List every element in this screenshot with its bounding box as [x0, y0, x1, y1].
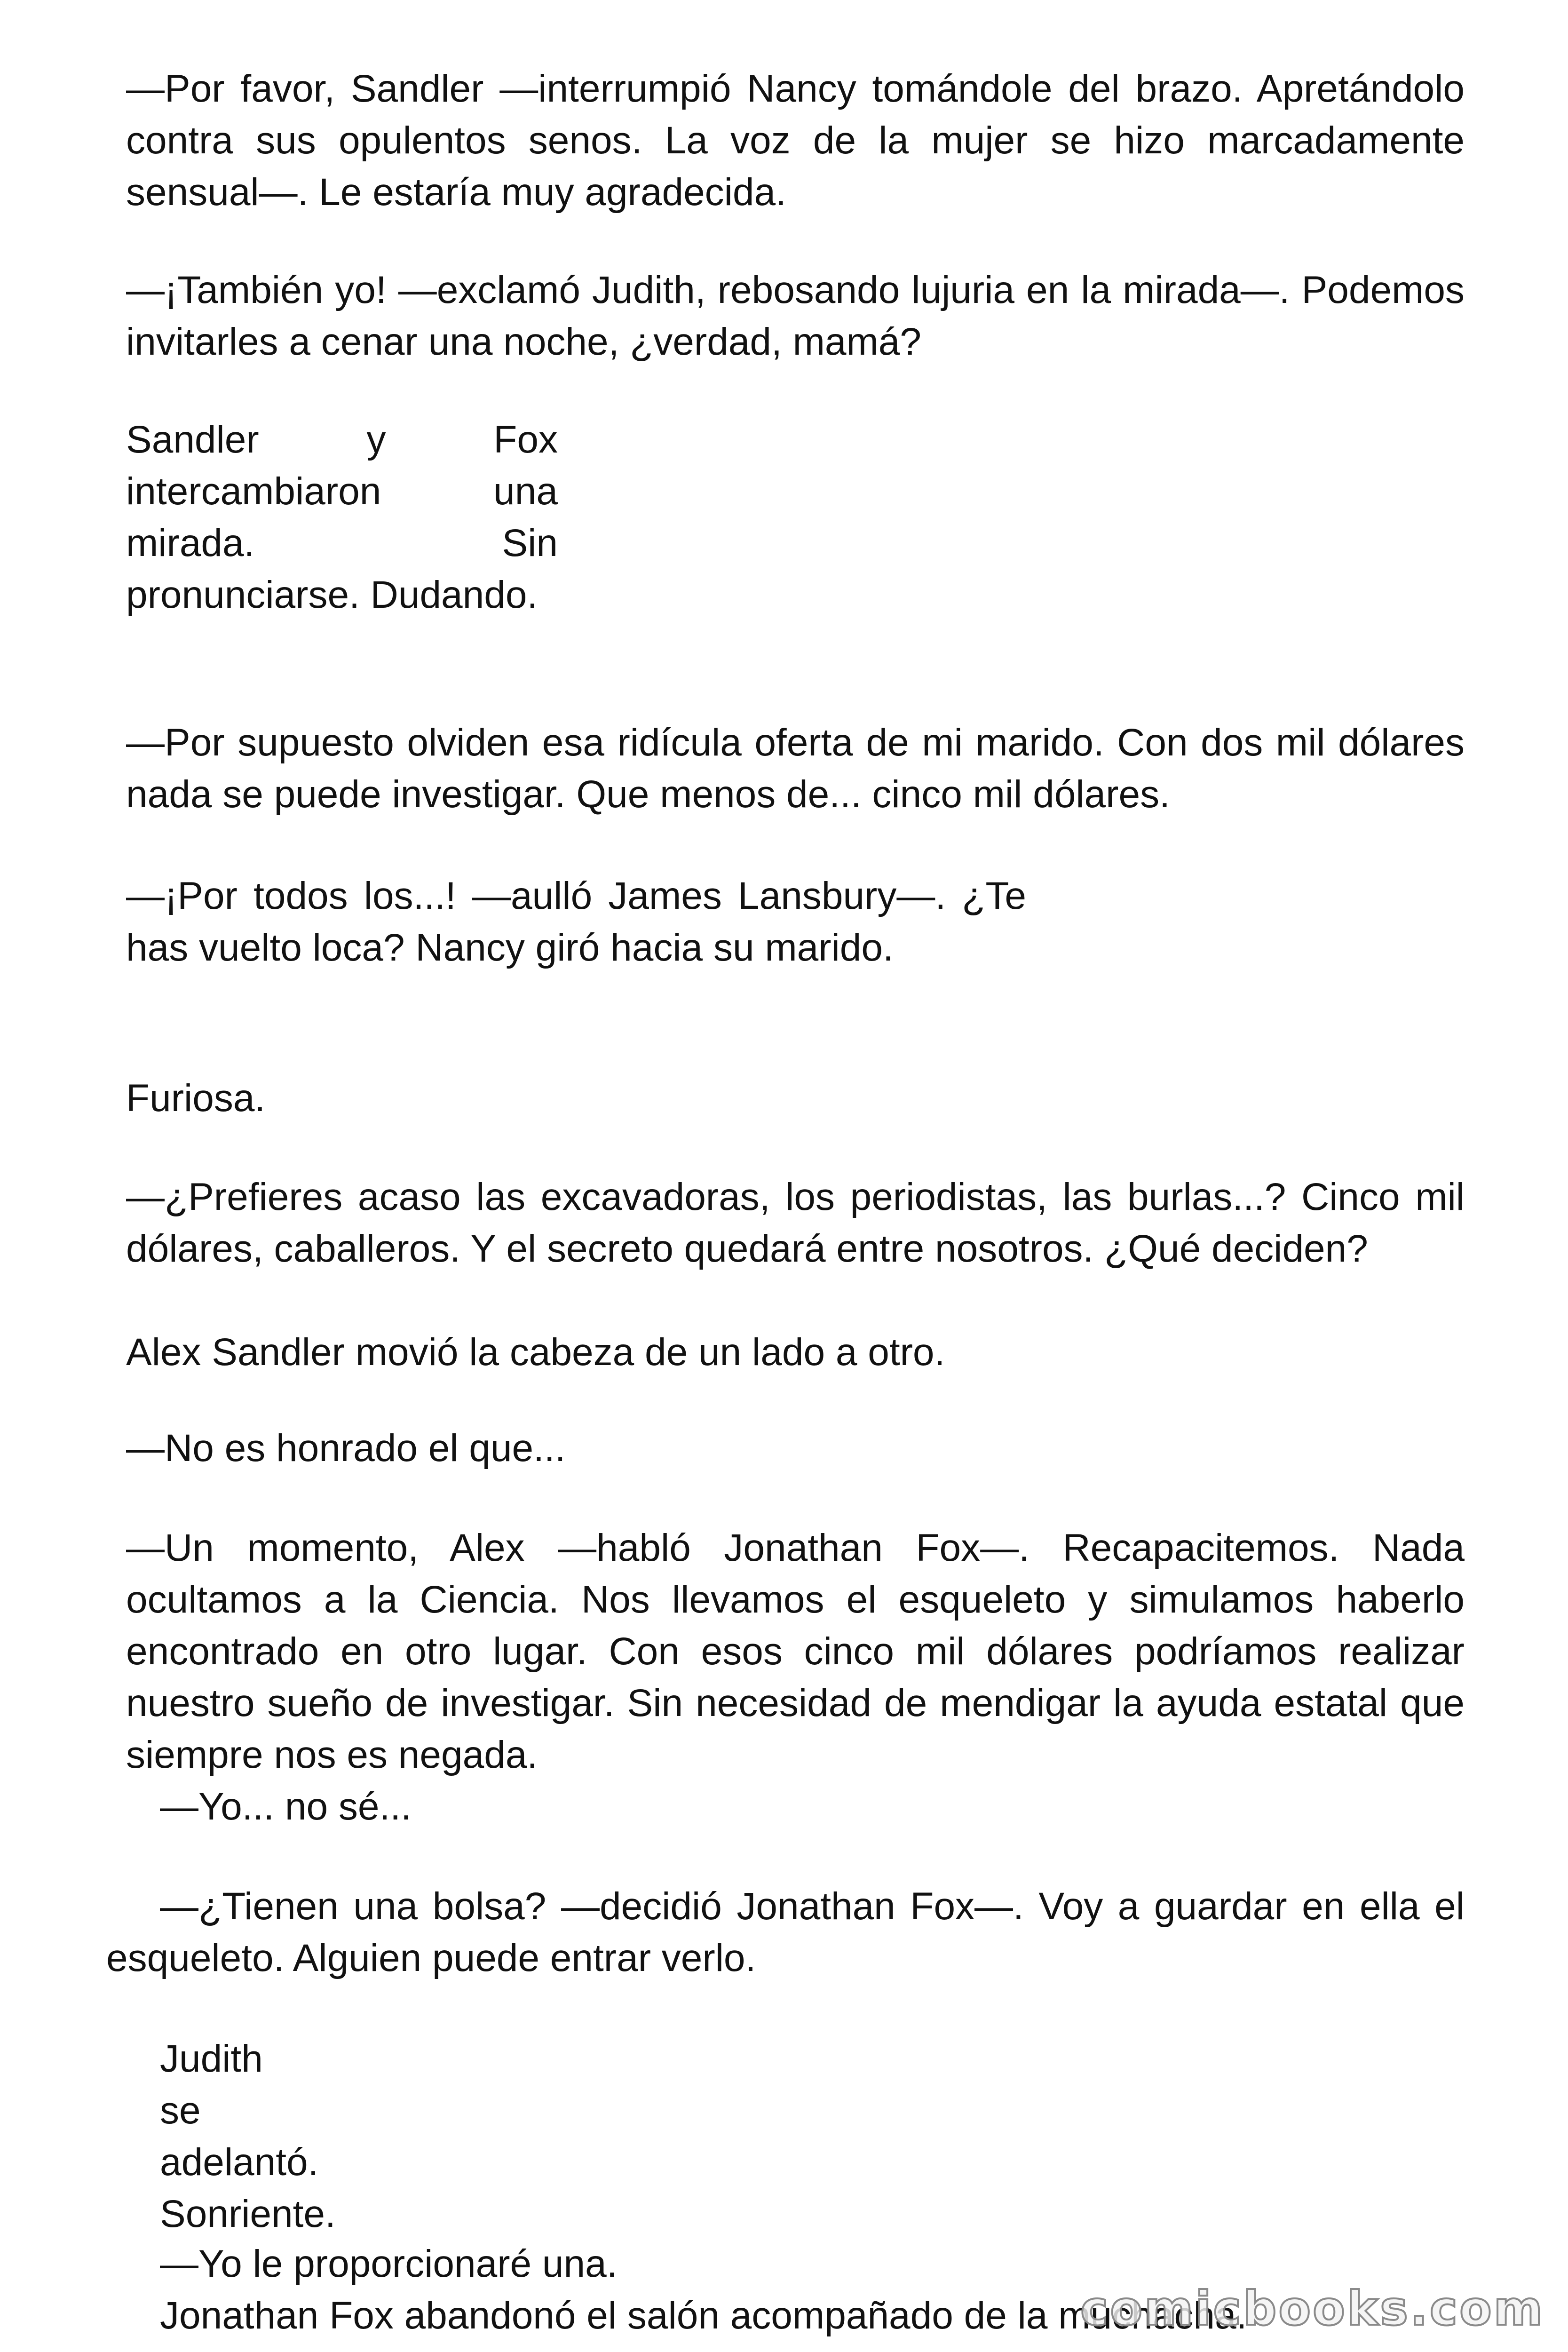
- paragraph-12: —¿Tienen una bolsa? —decidió Jonathan Fox—. Voy a guardar en ella el esqueleto. Alguien puede entrar verlo.: [106, 1885, 1465, 1979]
- paragraph-3: Sandler y Fox intercambiaron una mirada. Sin pronunciarse. Dudando.: [126, 418, 558, 616]
- paragraph-13: Judith se adelantó. Sonriente.: [160, 2037, 336, 2235]
- paragraph-6: Furiosa.: [126, 1077, 266, 1120]
- paragraph-7: —¿Prefieres acaso las excavadoras, los periodistas, las burlas...? Cinco mil dólares, caballeros. Y el secreto quedará entre nosotros. ¿Qué deciden?: [126, 1176, 1465, 1270]
- paragraph-4: —Por supuesto olviden esa ridícula oferta de mi marido. Con dos mil dólares nada se puede investigar. Que menos de... cinco mil dólares.: [126, 721, 1465, 816]
- paragraph-15: Jonathan Fox abandonó el salón acompañado de la muchacha.: [160, 2294, 1247, 2337]
- paragraph-10: —Un momento, Alex —habló Jonathan Fox—. Recapacitemos. Nada ocultamos a la Ciencia. Nos llevamos el esqueleto y simulamos haberlo encontrado en otro lugar. Con esos cinco mil dólares podríamos realizar nuestro sueño de investigar. Sin necesidad de mendigar la ayuda estatal que siempre nos es negada.: [126, 1526, 1465, 1776]
- paragraph-1: —Por favor, Sandler —interrumpió Nancy tomándole del brazo. Apretándolo contra sus opulentos senos. La voz de la mujer se hizo marcadamente sensual—. Le estaría muy agradecida.: [126, 67, 1465, 214]
- paragraph-14: —Yo le proporcionaré una.: [160, 2242, 618, 2285]
- paragraph-8: Alex Sandler movió la cabeza de un lado a otro.: [126, 1331, 945, 1374]
- paragraph-2: —¡También yo! —exclamó Judith, rebosando lujuria en la mirada—. Podemos invitarles a cenar una noche, ¿verdad, mamá?: [126, 269, 1465, 363]
- paragraph-11: —Yo... no sé...: [160, 1785, 412, 1828]
- paragraph-5: —¡Por todos los...! —aulló James Lansbury—. ¿Te has vuelto loca? Nancy giró hacia su marido.: [126, 874, 1026, 969]
- site-watermark: comicbooks.com: [1080, 2281, 1544, 2336]
- paragraph-9: —No es honrado el que...: [126, 1427, 566, 1470]
